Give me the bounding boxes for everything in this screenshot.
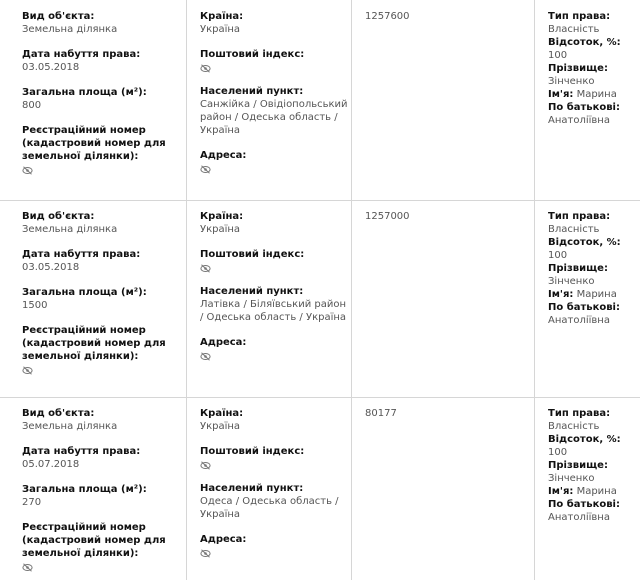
area-value: 1500 xyxy=(22,300,48,311)
percent-value: 100 xyxy=(548,50,568,61)
acq-date-value: 05.07.2018 xyxy=(22,459,80,470)
country-label: Країна: xyxy=(200,211,244,222)
acq-date-label: Дата набуття права: xyxy=(22,446,141,457)
locality-label: Населений пункт: xyxy=(200,286,304,297)
value-cell xyxy=(352,200,535,397)
name-label: Ім'я: xyxy=(548,486,574,497)
percent-label: Відсоток, %: xyxy=(548,434,621,445)
locality-value: Санжійка / Овідіопольський район / Одеська область / Україна xyxy=(200,99,348,136)
patronymic-value: Анатоліївна xyxy=(548,512,610,523)
area-label: Загальна площа (м²): xyxy=(22,87,147,98)
patronymic-value: Анатоліївна xyxy=(548,115,610,126)
object-type-value: Земельна ділянка xyxy=(22,421,118,432)
eye-slash-icon xyxy=(200,264,211,273)
value-amount: 80177 xyxy=(365,408,397,419)
country-value: Україна xyxy=(200,421,241,432)
postal-label: Поштовий індекс: xyxy=(200,249,305,260)
country-label: Країна: xyxy=(200,11,244,22)
country-value: Україна xyxy=(200,24,241,35)
surname-value: Зінченко xyxy=(548,76,595,87)
percent-value: 100 xyxy=(548,447,568,458)
right-type-value: Власність xyxy=(548,224,600,235)
locality-label: Населений пункт: xyxy=(200,483,304,494)
percent-value: 100 xyxy=(548,250,568,261)
value-cell xyxy=(352,0,535,200)
acq-date-value: 03.05.2018 xyxy=(22,62,80,73)
value-amount: 1257600 xyxy=(365,11,410,22)
locality-value: Одеса / Одеська область / Україна xyxy=(200,496,339,520)
area-value: 270 xyxy=(22,497,42,508)
table-row xyxy=(0,200,640,398)
locality-value: Латівка / Біляївський район / Одеська область / Україна xyxy=(200,299,347,323)
object-cell xyxy=(0,0,187,200)
name-value: Марина xyxy=(576,486,617,497)
eye-slash-icon xyxy=(200,165,211,174)
eye-slash-icon xyxy=(22,563,33,572)
reg-number-label: Реєстраційний номер (кадастровий номер для земельної ділянки): xyxy=(22,522,166,559)
area-value: 800 xyxy=(22,100,42,111)
acq-date-value: 03.05.2018 xyxy=(22,262,80,273)
reg-number-label: Реєстраційний номер (кадастровий номер для земельної ділянки): xyxy=(22,325,166,362)
right-type-label: Тип права: xyxy=(548,408,611,419)
rights-cell xyxy=(535,200,640,397)
patronymic-label: По батькові: xyxy=(548,302,620,313)
object-type-label: Вид об'єкта: xyxy=(22,11,95,22)
object-cell xyxy=(0,397,187,580)
location-cell xyxy=(187,0,352,200)
eye-slash-icon xyxy=(200,352,211,361)
object-type-value: Земельна ділянка xyxy=(22,24,118,35)
name-value: Марина xyxy=(576,289,617,300)
right-type-label: Тип права: xyxy=(548,211,611,222)
table-row xyxy=(0,0,640,201)
acq-date-label: Дата набуття права: xyxy=(22,249,141,260)
area-label: Загальна площа (м²): xyxy=(22,484,147,495)
location-cell xyxy=(187,397,352,580)
right-type-label: Тип права: xyxy=(548,11,611,22)
eye-slash-icon xyxy=(22,366,33,375)
percent-label: Відсоток, %: xyxy=(548,237,621,248)
area-label: Загальна площа (м²): xyxy=(22,287,147,298)
patronymic-label: По батькові: xyxy=(548,102,620,113)
right-type-value: Власність xyxy=(548,24,600,35)
rights-cell xyxy=(535,397,640,580)
eye-slash-icon xyxy=(200,549,211,558)
country-label: Країна: xyxy=(200,408,244,419)
name-value: Марина xyxy=(576,89,617,100)
name-label: Ім'я: xyxy=(548,289,574,300)
object-type-label: Вид об'єкта: xyxy=(22,211,95,222)
eye-slash-icon xyxy=(200,461,211,470)
eye-slash-icon xyxy=(200,64,211,73)
surname-label: Прізвище: xyxy=(548,63,608,74)
patronymic-value: Анатоліївна xyxy=(548,315,610,326)
eye-slash-icon xyxy=(22,166,33,175)
object-type-value: Земельна ділянка xyxy=(22,224,118,235)
surname-value: Зінченко xyxy=(548,473,595,484)
country-value: Україна xyxy=(200,224,241,235)
object-cell xyxy=(0,200,187,397)
reg-number-label: Реєстраційний номер (кадастровий номер для земельної ділянки): xyxy=(22,125,166,162)
name-label: Ім'я: xyxy=(548,89,574,100)
postal-label: Поштовий індекс: xyxy=(200,49,305,60)
postal-label: Поштовий індекс: xyxy=(200,446,305,457)
right-type-value: Власність xyxy=(548,421,600,432)
percent-label: Відсоток, %: xyxy=(548,37,621,48)
table-row xyxy=(0,397,640,580)
value-amount: 1257000 xyxy=(365,211,410,222)
locality-label: Населений пункт: xyxy=(200,86,304,97)
acq-date-label: Дата набуття права: xyxy=(22,49,141,60)
surname-value: Зінченко xyxy=(548,276,595,287)
address-label: Адреса: xyxy=(200,150,247,161)
surname-label: Прізвище: xyxy=(548,263,608,274)
address-label: Адреса: xyxy=(200,534,247,545)
value-cell xyxy=(352,397,535,580)
object-type-label: Вид об'єкта: xyxy=(22,408,95,419)
location-cell xyxy=(187,200,352,397)
rights-cell xyxy=(535,0,640,200)
surname-label: Прізвище: xyxy=(548,460,608,471)
patronymic-label: По батькові: xyxy=(548,499,620,510)
address-label: Адреса: xyxy=(200,337,247,348)
